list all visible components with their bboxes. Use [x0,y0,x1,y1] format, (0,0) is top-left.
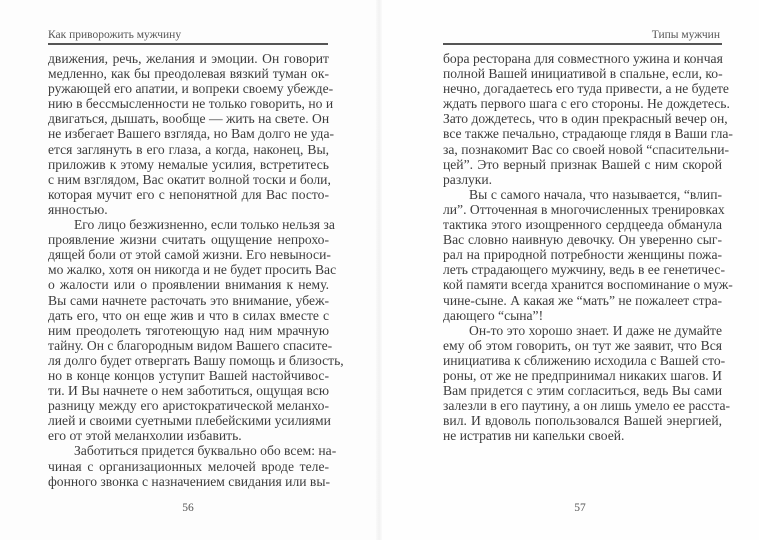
header-rule [443,43,722,45]
text-line: полной Вашей инициативой в спальне, если, ко- [443,66,723,82]
body-text [48,51,344,489]
text-line: о жалости или о проявлении внимания к нему. [48,277,329,293]
text-line: Вы сами начнете расточать это внимание, убеж- [48,292,329,308]
text-line: янностью. [48,201,108,217]
text-line: движения, речь, желания и эмоции. Он говорит [48,51,329,66]
text-line: лией и своими суетными плебейскими усилиями [48,413,331,429]
body-text [443,51,733,444]
text-line: ждать первого шага с его стороны. Не дождетесь. [443,96,730,112]
text-line: медленно, как бы преодолевая вязкий туман ок- [48,66,329,82]
text-line: инициатива к сближению исходила с Вашей сто- [443,352,726,368]
book-gutter [376,0,382,540]
text-line: ется заглянуть в его глаза, а когда, наконец, Вы, [48,141,329,157]
text-line: не избегает Вашего взгляда, но Вам долго не уда- [48,126,335,142]
paragraph-start: Вы с самого начала, что называется, “влип- [469,186,722,202]
text-line: проявление жизни считать ощущение непрохо- [48,232,329,248]
paragraph-start: Заботиться придется буквально обо всем: на- [74,443,337,459]
text-line: ли”. Отточенная в многочисленных тренировках [443,201,725,217]
text-line: залезли в его паутину, а он лишь умело ее расста- [443,398,731,414]
page-number: 56 [182,502,194,514]
running-head: Типы мужчин [651,29,720,41]
text-line: нечно, догадаетесь его туда привести, а не будете [443,81,729,97]
paragraph-start: Его лицо безжизненно, если только нельзя за [74,217,335,233]
text-line: фонного звонка с назначением свидания или вы- [48,473,330,489]
text-line: тактика этого изощренного сердцееда обманула [443,217,722,233]
page-number: 57 [574,502,586,514]
text-line: его от этой меланхолии избавить. [48,428,242,444]
text-line: дающего “сына”! [443,307,544,323]
text-line: за, познакомит Вас со своей новой “спасительни- [443,141,729,157]
text-line: вил. И вдоволь попользовался Вашей энергией, [443,413,722,429]
text-line: не истратив ни капельки своей. [443,428,625,444]
text-line: с ним взглядом, Вас окатит волной тоски и боли, [48,171,331,187]
text-line: роны, от же не предпринимал никаких шагов. И [443,367,722,383]
text-line: ним преодолеть тяготеющую над ним мрачную [48,322,329,338]
text-line: кой памяти всегда хранится воспоминание о муж- [443,277,733,293]
text-line: чиная с организационных мелочей вроде теле- [48,458,329,474]
text-line: дящей боли от этой самой жизни. Его невыноси- [48,247,331,263]
text-line: рал на природной потребности женщины пожа- [443,247,722,263]
right-page [379,0,759,540]
text-line: ти. И Вы начнете о нем заботиться, ощущая всю [48,383,329,399]
text-line: ля долго будет отвергать Вашу помощь и близость, [48,352,344,368]
text-line: Вам придется с этим согласиться, ведь Вы сами [443,383,722,399]
text-line: Зато дождетесь, что в один прекрасный вечер он, [443,111,728,127]
text-line: тайну. Он с благородным видом Вашего спасите- [48,337,333,353]
text-line: нию в бессмысленности не только говорить, но и [48,96,334,112]
text-line: леть страдающего мужчину, ведь в ее генетичес- [443,262,725,278]
text-line: бора ресторана для совместного ужина и кончая [443,51,723,66]
text-line: которая мучит его с непонятной для Вас посто- [48,186,329,202]
text-line: ружающей его апатии, и вопреки своему убежде- [48,81,334,97]
left-page [0,0,379,540]
text-line: ему об этом говорить, он тут же заявит, что Вся [443,337,722,353]
text-line: разлуки. [443,171,493,187]
header-rule [48,43,328,45]
text-line: цей”. Это верный признак Вашей с ним скорой [443,156,722,172]
paragraph-start: Он-то это хорошо знает. И даже не думайте [469,322,722,338]
text-line: все также печально, страдающе глядя в Ваши гла- [443,126,733,142]
text-line: чине-сыне. А какая же “мать” не пожалеет стра- [443,292,723,308]
text-line: мо жалко, хотя он никогда и не будет просить Вас [48,262,337,278]
text-line: дать его, что он еще жив и что в силах вместе с [48,307,329,323]
text-line: двигаться, дышать, вообще — жить на свете. Он [48,111,330,127]
running-head: Как приворожить мужчину [48,29,182,41]
text-line: разницу между его аристократической меланхо- [48,398,329,414]
text-line: Вас словно наивную девочку. Он уверенно сыг- [443,232,722,248]
text-line: но в конце концов уступит Вашей настойчивос- [48,367,329,383]
text-line: приложив к этому немалые усилия, встретитесь [48,156,329,172]
